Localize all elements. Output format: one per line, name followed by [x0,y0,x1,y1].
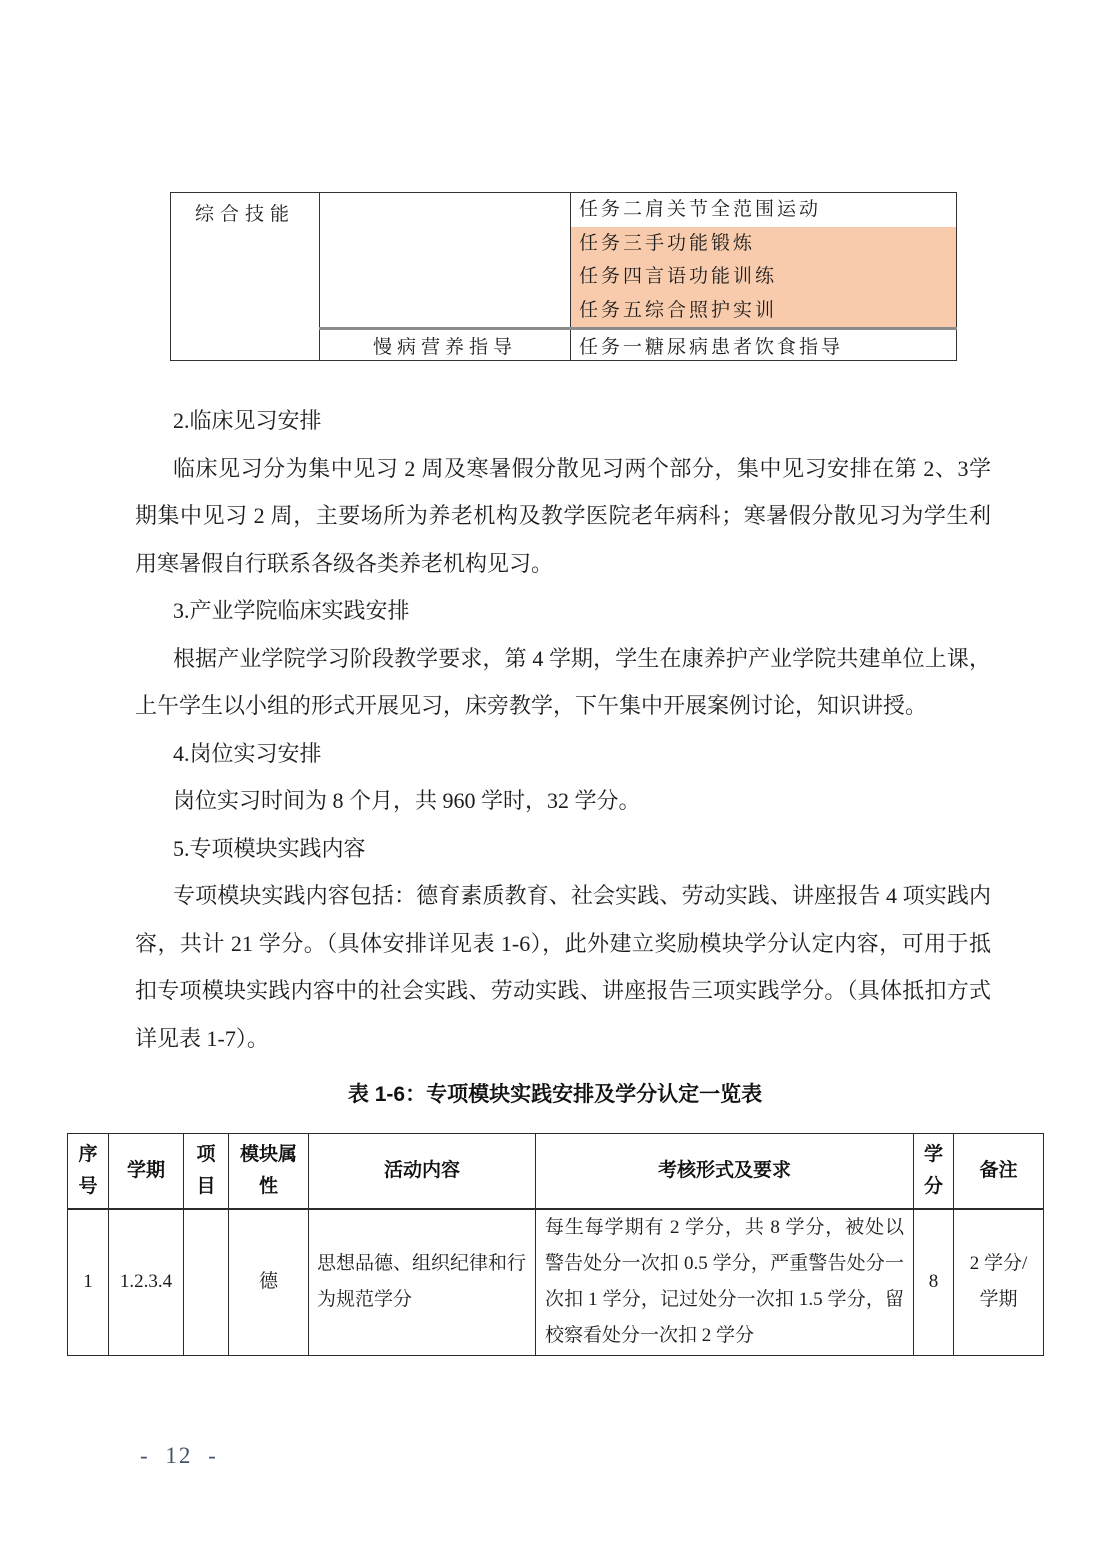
table-row [68,1209,1044,1356]
skills-task-table [170,192,957,361]
section-heading: 2.临床见习安排 [173,408,322,433]
section-heading: 5.专项模块实践内容 [173,835,366,861]
body-text [135,397,991,1062]
paragraph: 根据产业学院学习阶段教学要求，第 4 学期，学生在康养护产业学院共建单位上课，上午学生以小组的形式开展见习，床旁教学，下午集中开展案例讨论，知识讲授。 [135,645,991,718]
paragraph: 专项模块实践内容包括：德育素质教育、社会实践、劳动实践、讲座报告 4 项实践内容，共计 21 学分。（具体安排详见表 1-6），此外建立奖励模块学分认定内容，可用于抵扣专项模块实践内容中的社会实践、劳动实践、讲座报告三项实践学分。（具体抵扣方式详见表 1-7）。 [135,883,991,1051]
task-list-cell [571,193,957,329]
header-project: 项目 [184,1134,229,1209]
empty-project-cell [320,193,571,329]
skill-category-cell: 综合技能 [171,193,320,361]
task-cell: 任务一糖尿病患者饮食指导 [571,329,957,361]
table-1-6 [67,1133,1044,1356]
task-item: 任务二肩关节全范围运动 [579,199,822,220]
cell-seq: 1 [68,1209,109,1356]
cell-remark: 2 学分/学期 [954,1209,1044,1356]
task-item-highlighted: 任务五综合照护实训 [571,294,956,328]
cell-project [184,1209,229,1356]
header-credits: 学分 [914,1134,954,1209]
header-semester: 学期 [109,1134,184,1209]
cell-activity: 思想品德、组织纪律和行为规范学分 [309,1209,536,1356]
header-assessment: 考核形式及要求 [536,1134,914,1209]
header-seq: 序号 [68,1134,109,1209]
table-row [171,193,957,329]
cell-module-attr: 德 [229,1209,309,1356]
paragraph: 临床见习分为集中见习 2 周及寒暑假分散见习两个部分，集中见习安排在第 2、3学期集中见习 2 周，主要场所为养老机构及教学医院老年病科；寒暑假分散见习为学生利用寒暑假自行联系各级各类养老机构见习。 [135,455,991,576]
cell-semester: 1.2.3.4 [109,1209,184,1356]
task-item-highlighted: 任务四言语功能训练 [571,260,956,294]
project-cell: 慢病营养指导 [320,329,571,361]
task-item-highlighted: 任务三手功能锻炼 [571,227,956,261]
page-number: - 12 - [140,1443,218,1468]
table-1-6-title: 表 1-6：专项模块实践安排及学分认定一览表 [347,1083,763,1106]
table-header-row [68,1134,1044,1209]
cell-credits: 8 [914,1209,954,1356]
header-remark: 备注 [954,1134,1044,1209]
header-module-attr: 模块属性 [229,1134,309,1209]
cell-assessment: 每生每学期有 2 学分，共 8 学分，被处以警告处分一次扣 0.5 学分，严重警告处分一次扣 1 学分，记过处分一次扣 1.5 学分，留校察看处分一次扣 2 学分 [536,1209,914,1356]
header-activity: 活动内容 [309,1134,536,1209]
section-heading: 3.产业学院临床实践安排 [173,598,410,623]
section-heading: 4.岗位实习安排 [173,740,322,766]
paragraph: 岗位实习时间为 8 个月，共 960 学时，32 学分。 [173,788,641,813]
